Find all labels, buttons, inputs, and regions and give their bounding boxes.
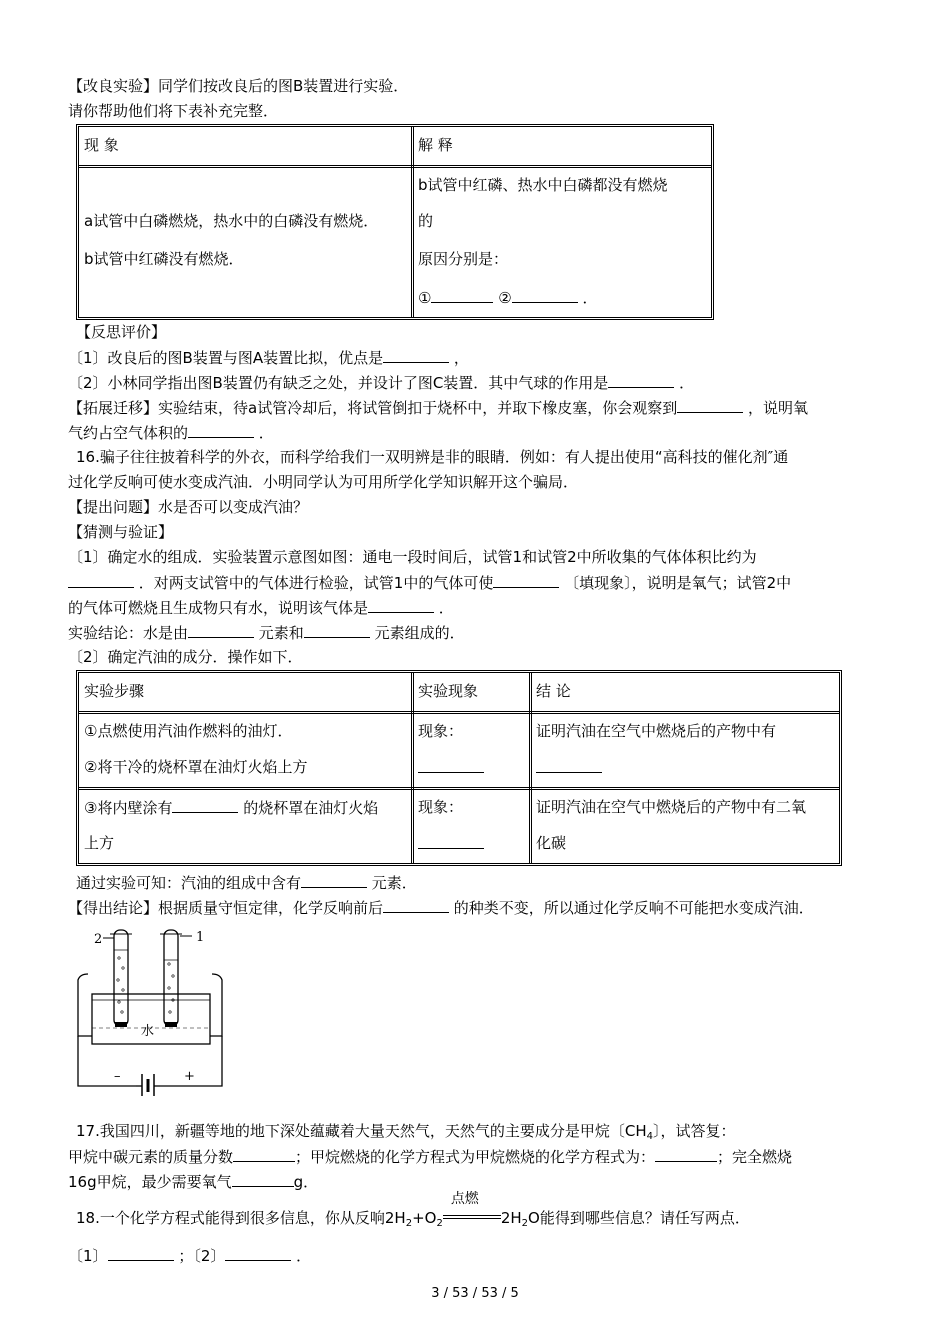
extension-line2: 气约占空气体积的 ． — [68, 424, 274, 442]
battery-plus: + — [184, 1069, 195, 1084]
q16-step2: 〔2〕确定汽油的成分．操作如下． — [68, 648, 303, 666]
blank-gas-name[interactable] — [368, 597, 434, 613]
table2-row2-step2: 上方 — [84, 834, 115, 852]
table2-row1-conclusion-blank-wrap — [533, 755, 605, 781]
table2-row1-step1: ①点燃使用汽油作燃料的油灯． — [84, 722, 293, 740]
tube-label-2: 2 — [94, 932, 103, 947]
q16-final-conclusion: 【得出结论】根据质量守恒定律，化学反响前后 的种类不变，所以通过化学反响不可能把水变成汽油． — [68, 899, 814, 917]
q16-guess-title: 【猜测与验证】 — [68, 523, 174, 541]
table2-row2-step1: ③将内壁涂有 的烧杯罩在油灯火焰 — [84, 799, 379, 817]
table1-explain-line4: ① ② ． — [418, 289, 598, 307]
table2-row1-phenomenon-blank-wrap — [415, 755, 487, 781]
q17-line1: 17.我国四川，新疆等地的地下深处蕴藏着大量天然气，天然气的主要成分是甲烷〔$CH_4$〕，试答复： — [76, 1122, 736, 1142]
water-label: 水 — [141, 1024, 155, 1039]
q16-after-experiment: 通过实验可知：汽油的组成中含有 元素． — [76, 874, 417, 892]
blank-balloon-role[interactable] — [608, 372, 674, 388]
blank-info-2[interactable] — [225, 1245, 291, 1261]
table2-header-conclusion: 结 论 — [536, 682, 571, 700]
q18-question: 18.一个化学方程式能得到很多信息，你从反响$2H_2+O_2$ 点燃 $2H_2O$能得到哪些信息？请任写两点． — [76, 1191, 750, 1229]
table2-row2-phenomenon: 现象： — [418, 798, 464, 816]
table1-explain-line1: b试管中红磷、热水中白磷都没有燃烧 — [418, 176, 668, 194]
blank-oxygen-mass[interactable] — [232, 1171, 294, 1187]
battery-minus: – — [114, 1069, 121, 1084]
q18-answers: 〔1〕 ；〔2〕 ． — [68, 1247, 312, 1265]
blank-carbon-fraction[interactable] — [233, 1146, 295, 1162]
blank-methane-equation[interactable] — [655, 1146, 717, 1162]
q17-line3: 16g甲烷，最少需要氧气 g． — [68, 1173, 319, 1191]
reaction-arrow — [443, 1191, 501, 1223]
blank-observation[interactable] — [677, 397, 743, 413]
table2-row2-conclusion2: 化碳 — [536, 834, 567, 852]
electrode-negative — [115, 1022, 127, 1027]
table2-header-phenomenon: 实验现象 — [418, 682, 479, 700]
blank-reason-2[interactable] — [512, 287, 578, 303]
q16-intro-line2: 过化学反响可使水变成汽油．小明同学认为可用所学化学知识解开这个骗局． — [68, 473, 579, 491]
table-gasoline-experiment — [76, 670, 842, 866]
q17-line2: 甲烷中碳元素的质量分数 ；甲烷燃烧的化学方程式为甲烷燃烧的化学方程式为： ；完全燃烧 — [68, 1148, 793, 1166]
electrolysis-apparatus-figure — [70, 924, 230, 1096]
blank-row1-phenomenon[interactable] — [418, 757, 484, 773]
blank-element-2[interactable] — [304, 622, 370, 638]
blank-coating[interactable] — [172, 797, 238, 813]
tube-label-1: 1 — [196, 930, 205, 945]
blank-row1-conclusion[interactable] — [536, 757, 602, 773]
blank-row2-phenomenon[interactable] — [418, 833, 484, 849]
table1-explain-line3: 原因分别是： — [418, 250, 509, 268]
blank-volume-ratio[interactable] — [68, 572, 134, 588]
table1-phenomenon-a: a试管中白磷燃烧，热水中的白磷没有燃烧． — [84, 212, 379, 230]
table1-header-phenomenon: 现 象 — [84, 136, 119, 154]
electrode-positive — [165, 1022, 177, 1027]
table2-row2-phenomenon-blank-wrap — [415, 831, 487, 857]
q16-question: 【提出问题】水是否可以变成汽油？ — [68, 498, 309, 516]
table1-phenomenon-b: b试管中红磷没有燃烧． — [84, 250, 244, 268]
q16-step1-line2: ．对两支试管中的气体进行检验，试管1中的气体可使 〔填现象〕，说明是氧气；试管2中 — [68, 572, 791, 594]
table2-row1-phenomenon: 现象： — [418, 722, 464, 740]
table1-explain-line2: 的 — [418, 212, 434, 230]
q16-intro-line1: 16.骗子往往披着科学的外衣，而科学给我们一双明辨是非的眼睛．例如：有人提出使用“高科技的催化剂″通 — [76, 448, 789, 466]
blank-element-1[interactable] — [188, 622, 254, 638]
reflect-q1: 〔1〕改良后的图B装置与图A装置比拟，优点是 ， — [68, 349, 469, 367]
table-phenomenon-explain — [76, 124, 714, 320]
table2-row1-conclusion: 证明汽油在空气中燃烧后的产物中有 — [536, 722, 777, 740]
blank-gasoline-elements[interactable] — [301, 872, 367, 888]
improve-instruction: 请你帮助他们将下表补充完整． — [68, 102, 279, 120]
blank-reason-1[interactable] — [431, 287, 493, 303]
blank-oxygen-fraction[interactable] — [188, 422, 254, 438]
table2-row2-conclusion1: 证明汽油在空气中燃烧后的产物中有二氧 — [536, 798, 807, 816]
extension-line1: 【拓展迁移】实验结束，待a试管冷却后，将试管倒扣于烧杯中，并取下橡皮塞，你会观察到 ，说明氧 — [68, 399, 808, 417]
table1-header-explain: 解 释 — [418, 136, 453, 154]
blank-oxygen-test[interactable] — [493, 572, 559, 588]
table2-header-steps: 实验步骤 — [84, 682, 145, 700]
blank-conserved[interactable] — [383, 897, 449, 913]
table2-row1-step2: ②将干冷的烧杯罩在油灯火焰上方 — [84, 758, 308, 776]
reaction-condition: 点燃 — [450, 1191, 479, 1207]
page-number: 3 / 53 / 53 / 5 — [431, 1286, 519, 1301]
improve-title: 【改良实验】同学们按改良后的图B装置进行实验． — [68, 77, 409, 95]
q16-step1-line1: 〔1〕确定水的组成．实验装置示意图如图：通电一段时间后，试管1和试管2中所收集的气体体积比约为 — [68, 548, 757, 566]
reflect-q2: 〔2〕小林同学指出图B装置仍有缺乏之处，并设计了图C装置．其中气球的作用是 ． — [68, 374, 695, 392]
reflect-title: 【反思评价】 — [76, 323, 167, 341]
q16-conclusion: 实验结论：水是由 元素和 元素组成的． — [68, 624, 465, 642]
blank-advantage[interactable] — [383, 347, 449, 363]
q16-step1-line3: 的气体可燃烧且生成物只有水，说明该气体是 ． — [68, 599, 454, 617]
blank-info-1[interactable] — [108, 1245, 174, 1261]
